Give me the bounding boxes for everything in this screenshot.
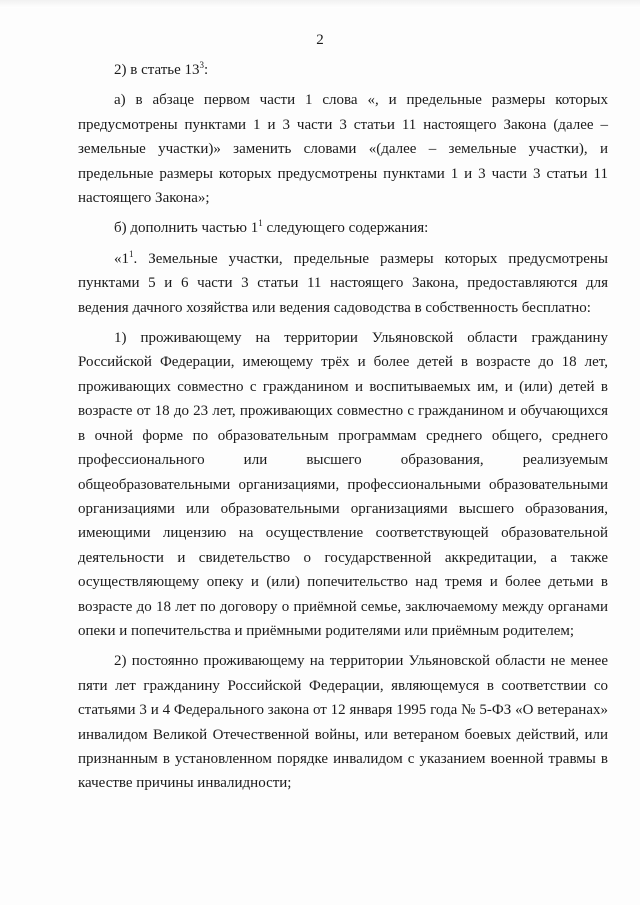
paragraph-point-2 bbox=[78, 649, 608, 795]
superscript: 1 bbox=[258, 218, 263, 229]
scan-top-edge bbox=[0, 0, 640, 8]
superscript: 3 bbox=[199, 60, 205, 70]
text-fragment: : bbox=[204, 62, 209, 78]
paragraph-part-1-1 bbox=[78, 247, 608, 320]
superscript: 1 bbox=[129, 248, 134, 259]
text-fragment: следующего содержания: bbox=[262, 220, 429, 237]
text-fragment: «1 bbox=[114, 250, 129, 267]
paragraph-point-1 bbox=[78, 326, 608, 643]
text-fragment: 2) постоянно проживающему на территории Ульяновской области не менее пяти лет гражданину Российской Федерации, являющемуся в соответствии со статьями 3 и 4 Федерального закона от 12 января 1995 года № 5-ФЗ «О ветеранах» инвалидом Великой Отечественной войны, или ветераном боевых действий, или признанным в установленном порядке инвалидом с указанием военной травмы в качестве причины инвалидности; bbox=[78, 653, 608, 792]
document-body bbox=[78, 58, 608, 796]
text-fragment: . Земельные участки, предельные размеры которых предусмотрены пунктами 5 и 6 части 3 статьи 11 настоящего Закона, предоставляются для ведения дачного хозяйства или ведения садоводства в собственность бесплатно: bbox=[78, 250, 608, 316]
paragraph-article-13-3 bbox=[78, 58, 608, 82]
paragraph-item-b bbox=[78, 216, 608, 240]
paragraph-item-a bbox=[78, 88, 608, 210]
text-fragment: 2) в статье 13 bbox=[114, 62, 200, 78]
text-fragment: 1) проживающему на территории Ульяновской области гражданину Российской Федерации, имеющему трёх и более детей в возрасте до 18 лет, проживающих совместно с гражданином и воспитываемых им, и (или) детей в возрасте от 18 до 23 лет, проживающих совместно с гражданином и обучающихся в очной форме по образовательным программам среднего общего, среднего профессионального или высшего образования, реализуемым общеобразовательными организациями, профессиональными образовательными организациями или образовательными организациями высшего образования, имеющими лицензию на осуществление соответствующей образовательной деятельности и свидетельство о государственной аккредитации, а также осуществляющему опеку и (или) попечительство над тремя и более детьми в возрасте до 18 лет по договору о приёмной семье, заключаемому между органами опеки и попечительства и приёмными родителями или приёмным родителем; bbox=[78, 330, 608, 639]
text-fragment: б) дополнить частью 1 bbox=[114, 220, 259, 237]
text-fragment: а) в абзаце первом части 1 слова «, и предельные размеры которых предусмотрены пунктами 1 и 3 части 3 статьи 11 настоящего Закона (далее – земельные участки)» заменить словами «(далее – земельные участки), и предельные размеры которых предусмотрены пунктами 1 и 3 части 3 статьи 11 настоящего Закона»; bbox=[78, 92, 608, 207]
page-number: 2 bbox=[316, 32, 324, 48]
